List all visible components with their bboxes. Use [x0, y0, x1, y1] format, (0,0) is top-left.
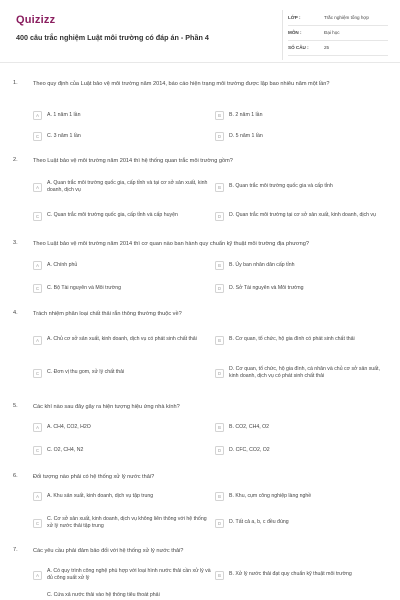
- option-text: C. Bộ Tài nguyên và Môi trường: [47, 284, 121, 291]
- option-text: B. CO2, CH4, O2: [229, 423, 270, 430]
- option-text: D. Quan trắc môi trường tại cơ sở sản xuất, kinh doanh, dịch vụ: [229, 212, 376, 219]
- option-letter-box: A: [33, 492, 42, 501]
- document-title: 400 câu trắc nghiệm Luật môi trường có đáp án - Phần 4: [16, 33, 209, 42]
- option-c[interactable]: [33, 592, 213, 600]
- question-number: 5.: [13, 403, 18, 409]
- meta-class: [288, 15, 369, 20]
- option-text: C. Cửa xả nước thải vào hệ thống tiêu thoát phải: [47, 592, 160, 599]
- option-letter-box: D: [215, 369, 224, 378]
- option-b[interactable]: [215, 256, 385, 275]
- option-text: B. Khu, cụm công nghiệp làng nghề: [229, 492, 312, 499]
- header-divider: [282, 10, 283, 60]
- option-text: D. 5 năm 1 lần: [229, 132, 263, 139]
- option-letter-box: A: [33, 336, 42, 345]
- header-rule: [0, 62, 400, 63]
- option-text: C. O2, CH4, N2: [47, 446, 84, 453]
- option-letter-box: B: [215, 111, 224, 120]
- option-letter-box: A: [33, 183, 42, 192]
- question-number: 4.: [13, 310, 18, 316]
- option-c[interactable]: [33, 510, 213, 536]
- question-number: 1.: [13, 80, 18, 86]
- question-text: Các yêu cầu phải đảm bảo đối với hệ thống xử lý nước thải?: [33, 548, 184, 554]
- option-b[interactable]: [215, 174, 385, 200]
- option-text: B. Cơ quan, tổ chức, hộ gia đình có phát sinh chất thải: [229, 336, 355, 343]
- option-a[interactable]: [33, 106, 203, 125]
- option-letter-box: D: [215, 212, 224, 221]
- option-text: A. Khu sản xuất, kinh doanh, dịch vụ tập trung: [47, 492, 154, 499]
- question-text: Các khí nào sau đây gây ra hiện tượng hiệu ứng nhà kính?: [33, 404, 180, 410]
- option-a[interactable]: [33, 487, 213, 506]
- option-c[interactable]: [33, 360, 213, 386]
- option-letter-box: B: [215, 423, 224, 432]
- option-b[interactable]: [215, 418, 385, 437]
- option-text: D. Cơ quan, tổ chức, hộ gia đình, cá nhân và chủ cơ sở sản xuất, kinh doanh, dịch vụ có phát sinh chất thải: [229, 365, 380, 379]
- option-letter-box: C: [33, 212, 42, 221]
- question-text: Theo Luật bảo vệ môi trường năm 2014 thì hệ thống quan trắc môi trường gồm?: [33, 158, 233, 164]
- meta-class-label: LỚP :: [288, 15, 301, 20]
- option-text: A. Chủ cơ sở sản xuất, kinh doanh, dịch vụ có phát sinh chất thải: [47, 336, 197, 343]
- option-d[interactable]: [215, 510, 385, 536]
- option-letter-box: B: [215, 336, 224, 345]
- meta-subject: [288, 30, 340, 35]
- meta-count-value: 25: [324, 45, 330, 50]
- question-number: 3.: [13, 240, 18, 246]
- option-a[interactable]: [33, 418, 203, 437]
- option-text: C. Đơn vị thu gom, xử lý chất thải: [47, 369, 125, 376]
- question-number: 6.: [13, 473, 18, 479]
- option-letter-box: B: [215, 571, 224, 580]
- meta-line: [288, 40, 388, 41]
- option-c[interactable]: [33, 127, 203, 146]
- option-letter-box: C: [33, 284, 42, 293]
- meta-class-value: Trắc nghiệm tổng hợp: [324, 15, 369, 20]
- option-text: D. Tất cả a, b, c đều đúng: [229, 519, 289, 526]
- question-text: Đối tượng nào phải có hệ thống xử lý nước thải?: [33, 474, 155, 480]
- option-letter-box: A: [33, 571, 42, 580]
- option-text: B. Quan trắc môi trường quốc gia và cấp tỉnh: [229, 183, 333, 190]
- option-text: A. Quan trắc môi trường quốc gia, cấp tỉnh và tại cơ sở sản xuất, kinh doanh, dịch vụ: [47, 179, 208, 193]
- option-text: C. Cơ sở sản xuất, kinh doanh, dịch vụ không liên thông với hệ thống xử lý nước thải tập trung: [47, 515, 207, 529]
- option-text: B. Ủy ban nhân dân cấp tỉnh: [229, 261, 295, 268]
- meta-count: [288, 45, 329, 50]
- option-letter-box: C: [33, 132, 42, 141]
- option-b[interactable]: [215, 327, 385, 353]
- option-text: D. Sở Tài nguyên và Môi trường: [229, 284, 304, 291]
- option-letter-box: D: [215, 284, 224, 293]
- question-number: 2.: [13, 157, 18, 163]
- option-letter-box: D: [215, 132, 224, 141]
- option-a[interactable]: [33, 174, 213, 200]
- option-d[interactable]: [215, 127, 385, 146]
- option-letter-box: B: [215, 492, 224, 501]
- option-text: C. 3 năm 1 lần: [47, 132, 81, 139]
- option-a[interactable]: [33, 256, 203, 275]
- option-letter-box: C: [33, 519, 42, 528]
- option-text: A. CH4, CO2, H2O: [47, 423, 91, 430]
- option-d[interactable]: [215, 441, 385, 460]
- option-text: D. CFC, CO2, O2: [229, 446, 270, 453]
- option-b[interactable]: [215, 487, 385, 506]
- meta-line: [288, 25, 388, 26]
- option-text: A. Có quy trình công nghệ phù hợp với loại hình nước thải cần xử lý và đủ công suất xử lý: [47, 567, 211, 581]
- option-b[interactable]: [215, 106, 385, 125]
- option-letter-box: A: [33, 111, 42, 120]
- option-c[interactable]: [33, 441, 203, 460]
- option-c[interactable]: [33, 203, 213, 229]
- option-letter-box: A: [33, 423, 42, 432]
- document-header: [0, 0, 400, 62]
- option-a[interactable]: [33, 562, 213, 588]
- option-a[interactable]: [33, 327, 213, 353]
- option-letter-box: B: [215, 183, 224, 192]
- meta-subject-label: MÔN :: [288, 30, 302, 35]
- question-text: Theo Luật bảo vệ môi trường năm 2014 thì cơ quan nào ban hành quy chuẩn kỹ thuật môi trường địa phương?: [33, 241, 309, 247]
- option-text: A. Chính phủ: [47, 261, 78, 268]
- option-d[interactable]: [215, 279, 385, 298]
- meta-line: [288, 55, 388, 56]
- question-text: Theo quy định của Luật bảo vệ môi trường năm 2014, báo cáo hiện trạng môi trường được lập bao nhiêu năm một lần?: [33, 81, 330, 87]
- option-letter-box: C: [33, 369, 42, 378]
- option-b[interactable]: [215, 562, 385, 588]
- option-letter-box: D: [215, 446, 224, 455]
- meta-count-label: SỐ CÂU :: [288, 45, 309, 50]
- question-number: 7.: [13, 547, 18, 553]
- option-c[interactable]: [33, 279, 203, 298]
- quizizz-logo: Quizizz: [16, 14, 56, 26]
- option-d[interactable]: [215, 203, 385, 229]
- option-d[interactable]: [215, 357, 387, 389]
- option-letter-box: B: [215, 261, 224, 270]
- option-letter-box: A: [33, 261, 42, 270]
- option-text: B. Xử lý nước thải đạt quy chuẩn kỹ thuật môi trường: [229, 571, 352, 578]
- meta-subject-value: Đại học: [324, 30, 340, 35]
- option-text: C. Quan trắc môi trường quốc gia, cấp tỉnh và cấp huyện: [47, 212, 178, 219]
- option-letter-box: D: [215, 519, 224, 528]
- option-text: A. 1 năm 1 lần: [47, 111, 81, 118]
- option-letter-box: C: [33, 446, 42, 455]
- option-text: B. 2 năm 1 lần: [229, 111, 263, 118]
- question-text: Trách nhiệm phân loại chất thải rắn thông thường thuộc về?: [33, 311, 182, 317]
